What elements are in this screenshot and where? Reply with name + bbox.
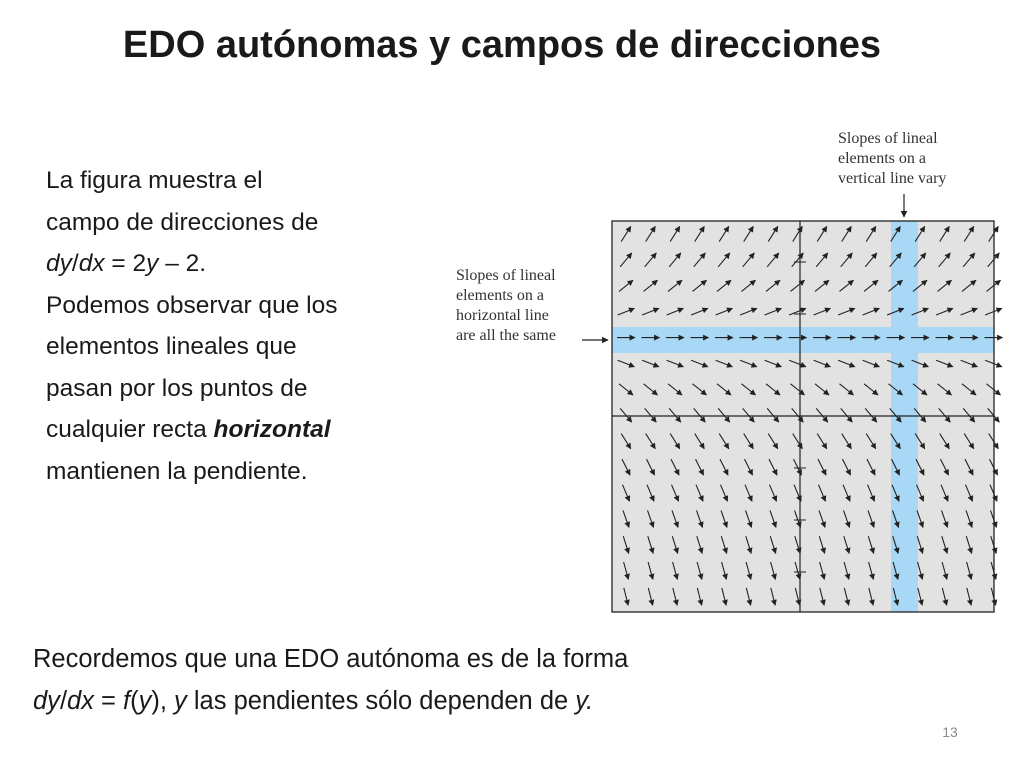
page-number: 13 <box>942 724 958 740</box>
description-line: campo de direcciones de <box>46 208 319 236</box>
horizontal-highlight-band <box>612 327 994 353</box>
summary-line: Recordemos que una EDO autónoma es de la forma <box>33 645 629 673</box>
description-line: pasan por los puntos de <box>46 374 308 402</box>
description-line: elementos lineales que <box>46 333 297 360</box>
description-line: La figura muestra el <box>46 167 263 194</box>
description-line: cualquier recta horizontal <box>46 416 331 443</box>
horizontal-line-annotation: Slopes of lineal elements on a horizontal line are all the same <box>456 267 556 344</box>
slide-title: EDO autónomas y campos de direcciones <box>122 24 882 66</box>
vertical-line-annotation: Slopes of lineal elements on a vertical line vary <box>838 130 947 187</box>
equation-line: dy/dx = 2y – 2. <box>46 250 207 277</box>
summary-line: dy/dx = f(y), y las pendientes sólo dependen de y. <box>33 687 594 715</box>
description-line: Podemos observar que los <box>46 291 338 319</box>
summary-paragraph <box>33 638 933 722</box>
description-line: mantienen la pendiente. <box>46 457 308 485</box>
